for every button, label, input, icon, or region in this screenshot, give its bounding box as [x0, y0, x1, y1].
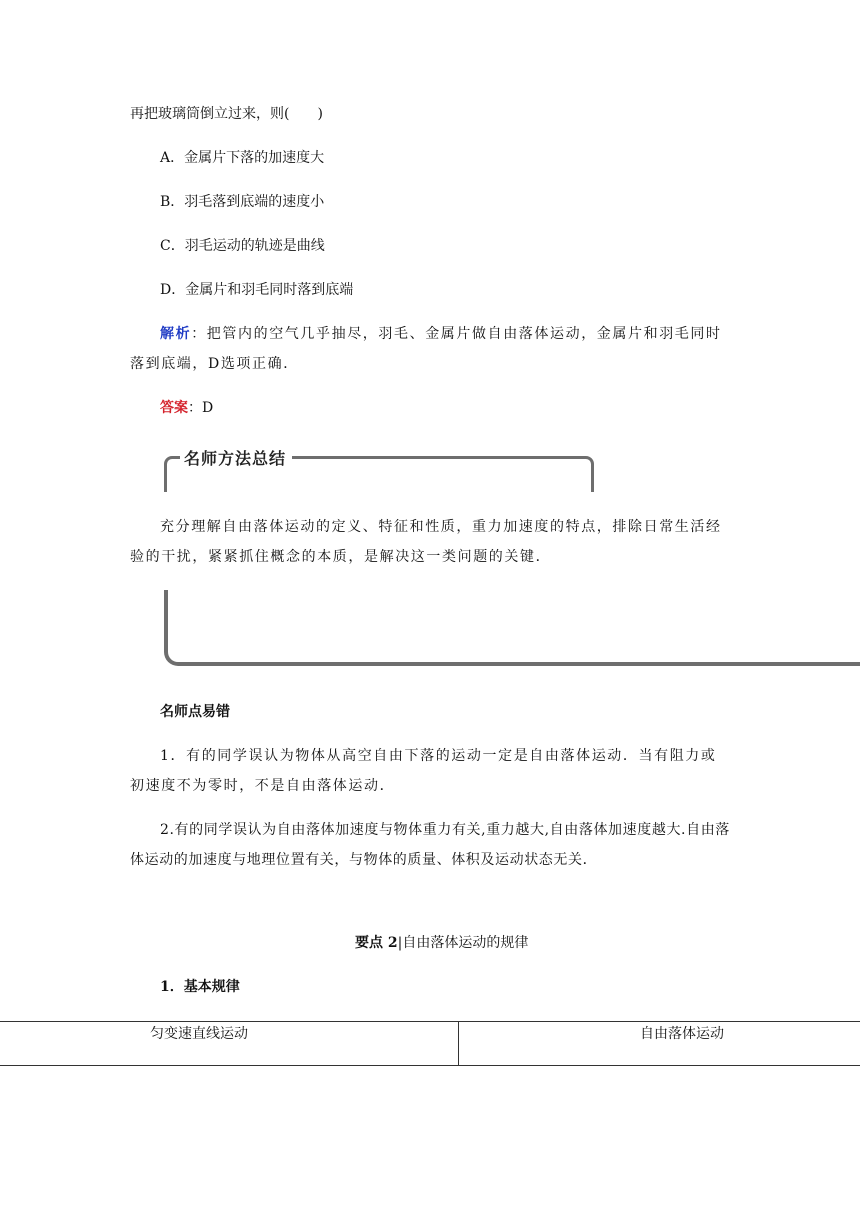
section-label: 要点 2 [355, 935, 398, 951]
subheading-basic-rules: 1．基本规律 [160, 979, 240, 995]
answer-value: ：D [188, 400, 214, 416]
method-box-text: 充分理解自由落体运动的定义、特征和性质，重力加速度的特点，排除日常生活经验的干扰，紧紧抓住概念的本质，是解决这一类问题的关键． [130, 519, 722, 565]
mistake-item-1: 1．有的同学误认为物体从高空自由下落的运动一定是自由落体运动．当有阻力或初速度不为零时，不是自由落体运动． [130, 748, 717, 794]
mistakes-heading: 名师点易错 [160, 704, 230, 720]
table-header-uniform-acceleration: 匀变速直线运动 [150, 1026, 248, 1042]
method-box-title: 名师方法总结 [180, 446, 292, 472]
analysis-paragraph [130, 319, 732, 379]
option-b: B．羽毛落到底端的速度小 [160, 194, 325, 210]
section-title: |自由落体运动的规律 [397, 935, 529, 951]
section-heading [355, 933, 528, 953]
table-column-divider [458, 1022, 459, 1066]
comparison-table [0, 1021, 860, 1066]
option-d: D．金属片和羽毛同时落到底端 [160, 282, 354, 298]
analysis-label: 解析 [160, 326, 192, 342]
mistake-item-2: 2.有的同学误认为自由落体加速度与物体重力有关,重力越大,自由落体加速度越大.自由落体运动的加速度与地理位置有关，与物体的质量、体积及运动状态无关． [130, 822, 730, 868]
method-box-frame-bottom [164, 590, 860, 666]
table-header-free-fall: 自由落体运动 [640, 1026, 724, 1042]
question-stem: 再把玻璃筒倒立过来，则( ) [130, 106, 323, 122]
option-a: A．金属片下落的加速度大 [160, 150, 325, 166]
analysis-text: ：把管内的空气几乎抽尽，羽毛、金属片做自由落体运动，金属片和羽毛同时落到底端，D选项正确． [130, 326, 722, 372]
option-c: C．羽毛运动的轨迹是曲线 [160, 238, 325, 254]
answer-label: 答案 [160, 400, 188, 416]
answer-line [160, 398, 213, 418]
